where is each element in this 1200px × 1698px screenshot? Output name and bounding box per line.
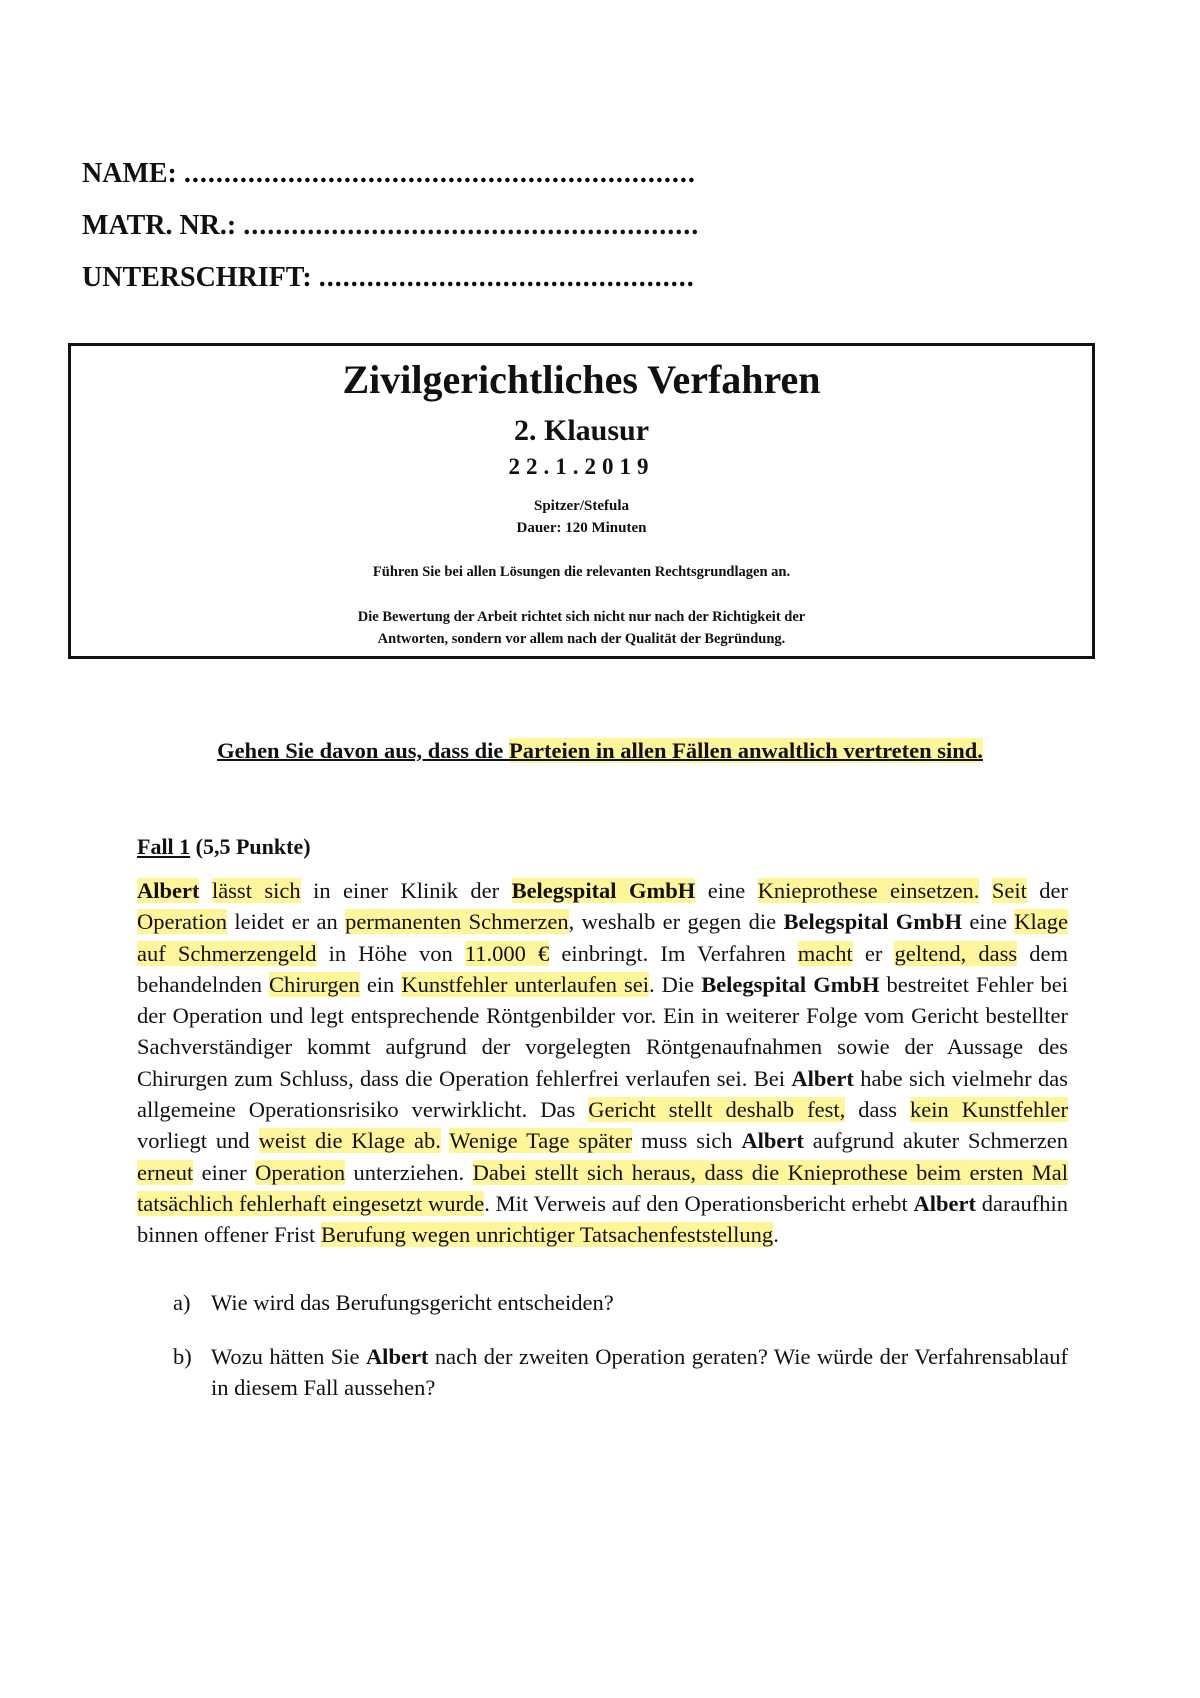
highlight-segment: lässt sich xyxy=(211,878,301,903)
highlight-segment: geltend, dass xyxy=(894,940,1018,966)
text-segment: muss sich xyxy=(632,1128,742,1154)
question-a-label: a) xyxy=(173,1290,191,1315)
text-segment: daraufhin binnen offener Frist xyxy=(137,1190,1068,1248)
general-assumption xyxy=(0,738,1200,764)
case-paragraph xyxy=(137,875,1068,1251)
text-segment: in einer Klinik der xyxy=(300,878,512,903)
text-segment: . xyxy=(773,1222,779,1248)
party-belegspital: Belegspital GmbH xyxy=(511,878,696,903)
text-segment: dass xyxy=(845,1097,911,1123)
text-segment: bestreitet Fehler bei der Operation und legt entsprechende Röntgenbilder vor. Ein in weiterer Folge vom Gericht bestellter Sachverständiger kommt aufgrund der vorgelegten Röntgenaufnahmen sowie der Aussage des Chirurgen zum Schluss, dass die Operation fehlerfrei verlaufen sei. Bei xyxy=(137,971,1068,1091)
question-b xyxy=(173,1341,1068,1403)
question-b-text xyxy=(211,1341,1068,1403)
highlight-segment: Wenige Tage später xyxy=(449,1128,633,1154)
case-heading xyxy=(137,834,311,860)
grading-line-1: Die Bewertung der Arbeit richtet sich nicht nur nach der Richtigkeit der xyxy=(357,609,806,625)
party-albert: Albert xyxy=(137,878,200,903)
signature-dotted-line: ............................................... xyxy=(318,262,695,293)
text-segment: habe sich vielmehr das allgemeine Operationsrisiko verwirklicht. Das xyxy=(137,1065,1068,1123)
question-b-label: b) xyxy=(173,1344,192,1369)
case-questions xyxy=(173,1287,1068,1403)
assumption-text: Gehen Sie davon aus, dass die xyxy=(217,738,510,763)
highlight-segment: permanenten Schmerzen xyxy=(345,909,569,935)
highlight-segment: kein Kunstfehler xyxy=(910,1097,1068,1123)
exam-subtitle: 2. Klausur xyxy=(513,414,650,447)
grading-line-2: Antworten, sondern vor allem nach der Qualität der Begründung. xyxy=(377,631,786,647)
text-segment xyxy=(199,878,211,903)
matr-nr-dotted-line: ......................................................... xyxy=(243,210,700,241)
exam-duration: Dauer: 120 Minuten xyxy=(516,520,647,536)
case-points: (5,5 Punkte) xyxy=(190,834,311,859)
text-segment: unterziehen. xyxy=(345,1159,473,1185)
exam-examiners: Spitzer/Stefula xyxy=(534,498,629,514)
text-segment: einbringt. Im Verfahren xyxy=(549,940,798,966)
text-segment: . Mit Verweis auf den Operationsbericht erhebt xyxy=(484,1190,914,1216)
name-dotted-line: ................................................................ xyxy=(183,158,696,189)
exam-header-box xyxy=(68,343,1095,659)
highlight-segment: Kunstfehler unterlaufen sei xyxy=(401,971,650,997)
text-segment xyxy=(979,878,991,903)
highlight-segment: Gericht stellt deshalb fest, xyxy=(588,1097,846,1123)
highlight-segment: Operation xyxy=(137,909,227,935)
text-segment: Wozu hätten Sie xyxy=(211,1344,366,1369)
text-segment: ein xyxy=(359,971,402,997)
party-belegspital: Belegspital GmbH xyxy=(701,971,880,997)
text-segment: er xyxy=(852,940,895,966)
text-segment: eine xyxy=(962,909,1015,935)
highlight-segment: Chirurgen xyxy=(268,971,360,997)
question-a xyxy=(173,1287,1068,1318)
assumption-highlight: Parteien in allen Fällen anwaltlich vertreten sind. xyxy=(509,738,983,763)
highlight-segment: Dabei stellt sich heraus, dass die Knieprothese beim ersten Mal tatsächlich fehlerhaft eingesetzt wurde xyxy=(137,1159,1068,1216)
party-albert: Albert xyxy=(365,1344,429,1369)
student-fields xyxy=(82,148,699,304)
highlight-segment: Berufung wegen unrichtiger Tatsachenfeststellung xyxy=(320,1222,774,1248)
text-segment: . Die xyxy=(649,971,702,997)
name-field[interactable] xyxy=(82,148,699,200)
highlight-segment: Operation xyxy=(255,1159,346,1185)
text-segment: einer xyxy=(193,1159,256,1185)
text-segment: dem behandelnden xyxy=(137,940,1068,997)
text-segment: eine xyxy=(695,878,758,903)
party-albert: Albert xyxy=(741,1128,804,1154)
party-albert: Albert xyxy=(791,1065,854,1091)
text-segment: leidet er an xyxy=(226,909,346,935)
text-segment: aufgrund akuter Schmerzen xyxy=(803,1128,1068,1154)
text-segment: vorliegt und xyxy=(137,1128,259,1154)
matr-nr-field[interactable] xyxy=(82,200,699,252)
case-description xyxy=(137,875,1068,1251)
signature-field[interactable] xyxy=(82,252,699,304)
matr-nr-label: MATR. NR.: xyxy=(82,210,237,241)
text-segment: der xyxy=(1026,878,1069,903)
exam-date: 22.1.2019 xyxy=(508,454,655,479)
name-label: NAME: xyxy=(82,158,177,189)
highlight-segment: Seit xyxy=(991,878,1027,903)
party-belegspital: Belegspital GmbH xyxy=(783,909,963,935)
case-title: Fall 1 xyxy=(137,834,191,859)
highlight-segment: Knieprothese einsetzen. xyxy=(757,878,980,903)
text-segment: nach der zweiten Operation geraten? Wie würde der Verfahrensablauf in diesem Fall aussehen? xyxy=(211,1344,1068,1400)
text-segment: , weshalb er gegen die xyxy=(568,909,784,935)
question-a-text: Wie wird das Berufungsgericht entscheiden? xyxy=(211,1290,614,1315)
instruction-legal-bases: Führen Sie bei allen Lösungen die relevanten Rechtsgrundlagen an. xyxy=(372,564,791,580)
highlight-segment: weist die Klage ab. xyxy=(258,1128,441,1154)
instruction-grading xyxy=(71,606,1092,650)
highlight-segment: erneut xyxy=(137,1159,194,1185)
signature-label: UNTERSCHRIFT: xyxy=(82,262,312,293)
party-albert: Albert xyxy=(913,1190,976,1216)
text-segment: in Höhe von xyxy=(316,940,465,966)
highlight-segment: Klage auf Schmerzengeld xyxy=(137,909,1069,966)
highlight-segment: macht xyxy=(797,940,853,966)
exam-title: Zivilgerichtliches Verfahren xyxy=(342,357,821,402)
highlight-segment: 11.000 € xyxy=(464,940,550,966)
